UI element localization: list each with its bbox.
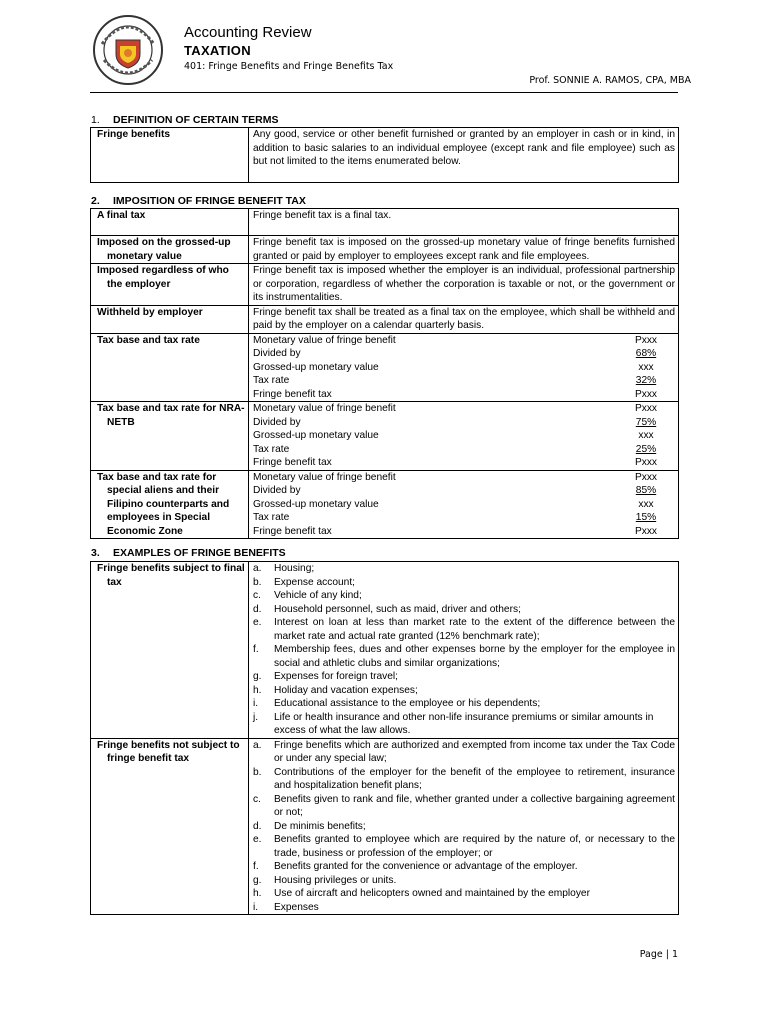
list-item: e. Interest on loan at less than market rate to the extent of the difference between the market rate and actual rate granted (12% benchmark rate); xyxy=(253,617,675,642)
description-cell: Fringe benefit tax shall be treated as a final tax on the employee, which shall be withheld and paid by the employer on a calendar quarterly basis. xyxy=(249,305,679,333)
table-row xyxy=(91,562,679,739)
imposition-table xyxy=(90,208,679,539)
list-item: d. De minimis benefits; xyxy=(253,820,366,832)
subject-title: TAXATION xyxy=(184,43,251,58)
section-3-number: 3. xyxy=(91,547,100,559)
list-item: f. Benefits granted for the convenience or advantage of the employer. xyxy=(253,861,578,872)
list-item: c. Vehicle of any kind; xyxy=(253,590,362,601)
computation-line: Monetary value of fringe benefit Pxxx xyxy=(253,334,658,346)
topic-title: 401: Fringe Benefits and Fringe Benefits Tax xyxy=(184,61,394,72)
list-item: b. Expense account; xyxy=(253,576,355,588)
list-item: e. Benefits granted to employee which are required by the nature of, or necessary to the trade, business or profession of the employer; or xyxy=(253,834,675,859)
computation-cell xyxy=(249,402,679,471)
computation-line: Tax rate 32% xyxy=(253,375,657,386)
section-3-title: EXAMPLES OF FRINGE BENEFITS xyxy=(113,547,286,559)
table-row xyxy=(91,402,679,471)
list-item: f. Membership fees, dues and other expenses borne by the employer for the employee in social and athletic clubs and similar organizations; xyxy=(253,644,675,669)
list-item: d. Household personnel, such as maid, driver and others; xyxy=(253,603,521,615)
list-item: j. Life or health insurance and other non-life insurance premiums or similar amounts in excess of what the law allows. xyxy=(253,711,654,736)
non-subject-benefits-list xyxy=(253,739,675,915)
computation-line: Fringe benefit tax Pxxx xyxy=(253,457,658,468)
list-item: a. Housing; xyxy=(253,563,315,574)
term-cell: Tax base and tax rate for NRA-NETB xyxy=(91,402,249,471)
description-cell: Fringe benefit tax is imposed on the grossed-up monetary value of fringe benefits furnished granted or paid by employer to employees except rank and file employees. xyxy=(249,236,679,264)
term-cell: Fringe benefits xyxy=(91,128,249,183)
list-item: g. Housing privileges or units. xyxy=(253,874,397,886)
section-2-title: IMPOSITION OF FRINGE BENEFIT TAX xyxy=(113,195,306,207)
computation-cell xyxy=(249,470,679,539)
section-1-title: DEFINITION OF CERTAIN TERMS xyxy=(113,114,279,126)
term-cell: Tax base and tax rate xyxy=(91,333,249,402)
table-row xyxy=(91,264,679,306)
list-item: a. Fringe benefits which are authorized and exempted from income tax under the Tax Code or under any special law; xyxy=(253,739,675,764)
list-item: c. Benefits given to rank and file, whether granted under a collective bargaining agreement or not; xyxy=(253,793,675,818)
list-item: i. Expenses xyxy=(253,901,319,913)
list-item: i. Educational assistance to the employee or his dependents; xyxy=(253,698,541,709)
computation-line: Grossed-up monetary value xxx xyxy=(253,498,654,510)
course-title: Accounting Review xyxy=(184,24,312,41)
section-3-heading xyxy=(91,547,286,559)
section-1-heading xyxy=(91,114,278,126)
term-cell: Tax base and tax rate for special aliens and their Filipino counterparts and employees in Special Economic Zone xyxy=(91,470,249,539)
section-2-number: 2. xyxy=(91,195,100,207)
section-1-number: 1. xyxy=(91,114,100,126)
description-cell: Fringe benefit tax is imposed whether the employer is an individual, professional partnership or corporation, regardless of whether the corporation is taxable or not, or the government or its instrumentalities. xyxy=(249,264,679,306)
description-cell: Fringe benefit tax is a final tax. xyxy=(249,209,679,236)
computation-cell xyxy=(249,333,679,402)
examples-table xyxy=(90,561,679,915)
definition-cell: Any good, service or other benefit furnished or granted by an employer in cash or in kind, in addition to basic salaries to an individual employee (except rank and file employee) such as but not limited to the items enumerated below. xyxy=(249,128,679,183)
computation-line: Fringe benefit tax Pxxx xyxy=(253,388,658,400)
computation-line: Grossed-up monetary value xxx xyxy=(253,361,654,373)
examples-cell xyxy=(249,562,679,739)
term-cell: A final tax xyxy=(91,209,249,236)
term-cell: Fringe benefits subject to final tax xyxy=(91,562,249,739)
list-item: h. Holiday and vacation expenses; xyxy=(253,684,418,696)
examples-cell xyxy=(249,738,679,915)
computation-line: Divided by 85% xyxy=(253,485,657,496)
computation-line: Monetary value of fringe benefit Pxxx xyxy=(253,403,658,414)
table-row xyxy=(91,209,679,236)
computation-line: Monetary value of fringe benefit Pxxx xyxy=(253,471,658,483)
term-cell: Imposed on the grossed-up monetary value xyxy=(91,236,249,264)
page-number: Page | 1 xyxy=(639,949,678,960)
header-divider xyxy=(90,92,678,93)
term-cell: Withheld by employer xyxy=(91,305,249,333)
computation-line: Grossed-up monetary value xxx xyxy=(253,430,654,441)
list-item: b. Contributions of the employer for the benefit of the employee to retirement, insurance and hospitalization benefit plans; xyxy=(253,766,675,791)
section-2-heading xyxy=(91,195,306,207)
subject-benefits-list xyxy=(253,562,675,738)
table-row xyxy=(91,236,679,264)
term-cell: Imposed regardless of who the employer xyxy=(91,264,249,306)
list-item: h. Use of aircraft and helicopters owned and maintained by the employer xyxy=(253,888,590,899)
table-row xyxy=(91,305,679,333)
term-cell: Fringe benefits not subject to fringe benefit tax xyxy=(91,738,249,915)
computation-line: Divided by 75% xyxy=(253,416,657,428)
table-row xyxy=(91,333,679,402)
computation-line: Divided by 68% xyxy=(253,348,657,359)
list-item: g. Expenses for foreign travel; xyxy=(253,671,399,682)
computation-line: Fringe benefit tax Pxxx xyxy=(253,525,658,537)
computation-line: Tax rate 25% xyxy=(253,443,657,455)
definitions-table xyxy=(90,127,679,183)
university-seal-logo xyxy=(92,14,164,86)
computation-line: Tax rate 15% xyxy=(253,512,657,523)
professor-name: Prof. SONNIE A. RAMOS, CPA, MBA xyxy=(529,75,691,86)
table-row xyxy=(91,470,679,539)
table-row xyxy=(91,738,679,915)
table-row xyxy=(91,128,679,183)
